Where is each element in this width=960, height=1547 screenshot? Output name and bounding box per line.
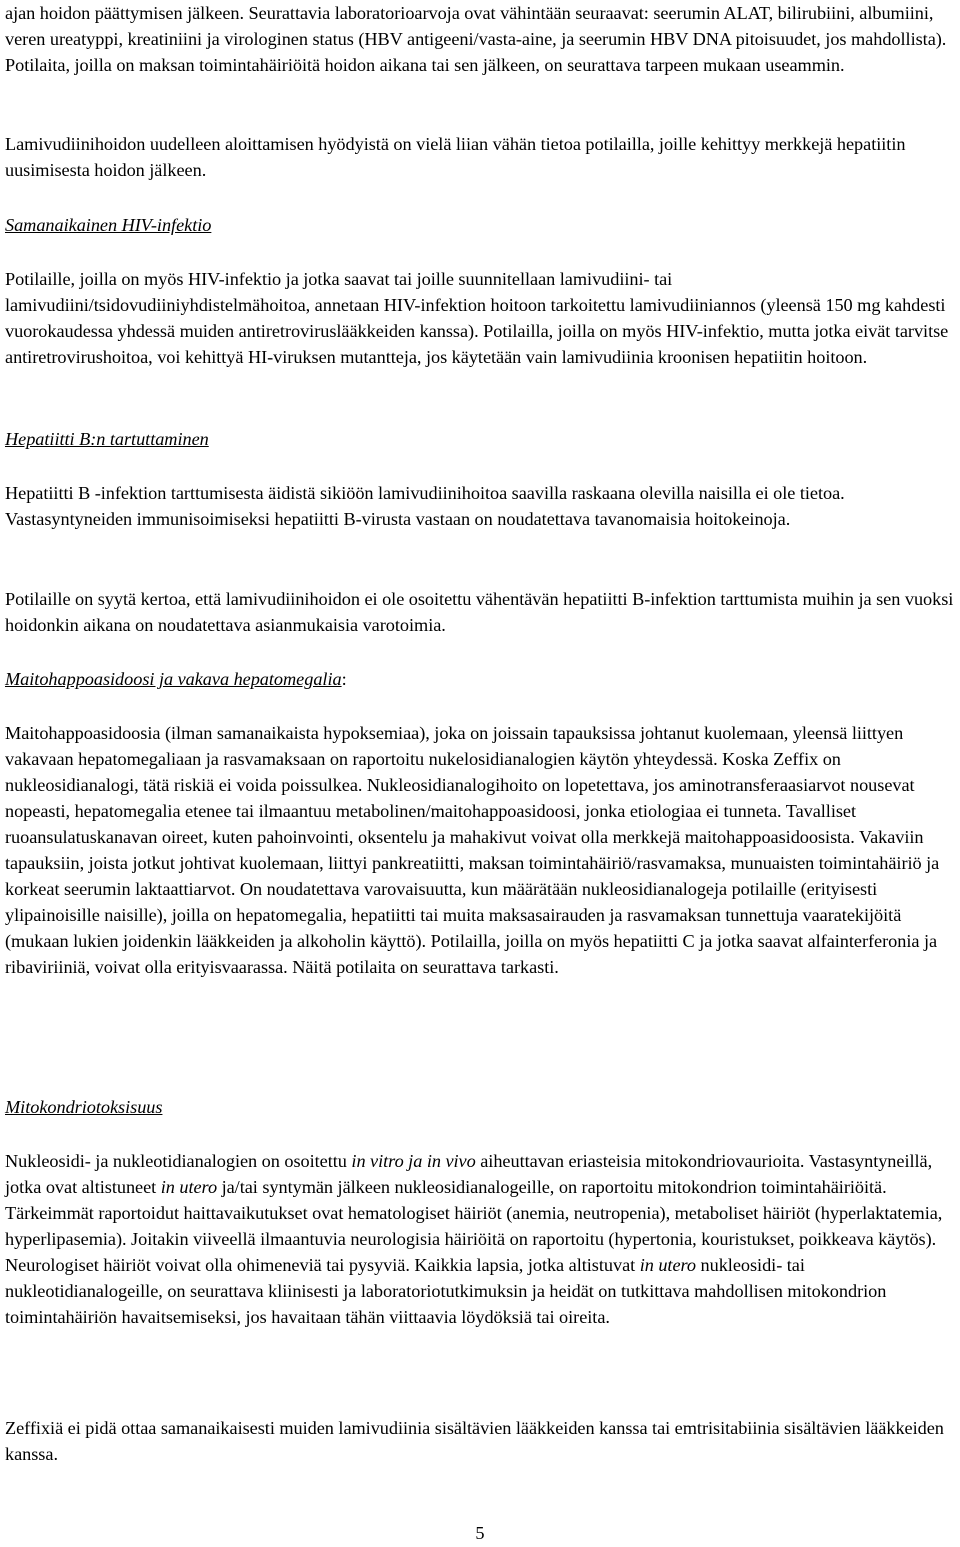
paragraph-lab-monitoring: ajan hoidon päättymisen jälkeen. Seurattavia laboratorioarvoja ovat vähintään seuraavat: seerumin ALAT, bilirubiini, albumiini, veren ureatyppi, kreatiniini ja virologinen status (HBV antigeeni/vasta-aine, ja seerumin HBV DNA pitoisuudet, jos mahdollista). Potilaita, joilla on maksan toimintahäiriöitä hoidon aikana tai sen jälkeen, on seurattava tarpeen mukaan useammin. — [5, 3, 947, 75]
heading-hbv-transmission: Hepatiitti B:n tartuttaminen — [5, 429, 209, 449]
mito-text-a: Nukleosidi- ja nukleotidianalogien on osoitettu — [5, 1151, 352, 1171]
paragraph-hiv-coinfection: Potilaille, joilla on myös HIV-infektio ja jotka saavat tai joille suunnitellaan lamivudiini- tai lamivudiini/tsidovudiiniyhdistelmähoitoa, annetaan HIV-infektion hoitoon tarkoitettu lamivudiiniannos (yleensä 150 mg kahdesti vuorokaudessa yhdessä muiden antiretroviruslääkkeiden kanssa). Potilailla, joilla on myös HIV-infektio, mutta jotka eivät tarvitse antiretrovirushoitoa, voi kehittyä HI-viruksen mutantteja, jos käytetään vain lamivudiinia kroonisen hepatiitin hoitoon. — [5, 269, 949, 367]
mito-text-b-italic: in utero — [160, 1177, 218, 1197]
mito-text-d: nukleosidi- tai nukleotidianalogeille, on seurattava kliinisesti ja laboratoriotutkimuksin ja heidät on tutkittava mahdollisen mitokondrion toimintahäiriön havaitsemiseksi, jos havaitaan tähän viittaavia löydöksiä tai oireita. — [5, 1255, 887, 1327]
mito-text-c-italic: in utero — [639, 1255, 696, 1275]
paragraph-hbv-transmission-precautions: Potilaille on syytä kertoa, että lamivudiinihoidon ei ole osoitettu vähentävän hepatiitti B-infektion tarttumista muihin ja sen vuoksi hoidonkin aikana on noudatettava asianmukaisia varotoimia. — [5, 589, 954, 635]
mito-text-c: ja/tai syntymän jälkeen nukleosidianalogeille, on raportoitu mitokondrion toimintahäiriöitä. Tärkeimmät raportoidut haittavaikutukset ovat hematologiset häiriöt (anemia, neutropenia), metaboliset häiriöt (hyperlaktatemia, hyperlipasemia). Joitakin viiveellä ilmaantuvia neurologisia häiriöitä on raportoitu (hypertonia, kouristukset, poikkeava käytös). Neurologiset häiriöt voivat olla ohimeneviä tai pysyviä. Kaikkia lapsia, jotka altistuvat — [5, 1177, 943, 1275]
heading-lactic-acidosis — [5, 666, 347, 692]
paragraph-hbv-transmission-pregnancy: Hepatiitti B -infektion tarttumisesta äidistä sikiöön lamivudiinihoitoa saavilla raskaana olevilla naisilla ei ole tietoa. Vastasyntyneiden immunisoimiseksi hepatiitti B-virusta vastaan on noudatettava tavanomaisia hoitokeinoja. — [5, 483, 845, 529]
paragraph-mitochondrial-toxicity — [5, 1148, 957, 1330]
mito-text-a-italic: in vitro ja in vivo — [351, 1151, 476, 1171]
mito-text-b: aiheuttavan eriasteisia mitokondriovaurioita. Vastasyntyneillä, jotka ovat altistuneet — [5, 1151, 933, 1197]
heading-hiv-coinfection: Samanaikainen HIV-infektio — [5, 215, 212, 235]
heading-lactic-acidosis-colon: : — [341, 669, 347, 689]
paragraph-lamivudine-restart: Lamivudiinihoidon uudelleen aloittamisen hyödyistä on vielä liian vähän tietoa potilailla, joille kehittyy merkkejä hepatiitin uusimisesta hoidon jälkeen. — [5, 134, 906, 180]
paragraph-lactic-acidosis: Maitohappoasidoosia (ilman samanaikaista hypoksemiaa), joka on joissain tapauksissa johtanut kuolemaan, yleensä liittyen vakavaan hepatomegaliaan ja rasvamaksaan on raportoitu nukelosidianalogien käytön yhteydessä. Koska Zeffix on nukleosidianalogi, tätä riskiä ei voida poissulkea. Nukleosidianalogihoito on lopetettava, jos aminotransferaasiarvot nousevat nopeasti, hepatomegalia etenee tai ilmaantuu metabolinen/maitohappoasidoosi, jonka etiologiaa ei tunneta. Tavalliset ruoansulatuskanavan oireet, kuten pahoinvointi, oksentelu ja mahakivut voivat olla merkkejä maitohappoasidoosista. Vakaviin tapauksiin, joista jotkut johtivat kuolemaan, liittyi pankreatiitti, maksan toimintahäiriö/rasvamaksa, munuaisten toimintahäiriö ja korkeat seerumin laktaattiarvot. On noudatettava varovaisuutta, kun määrätään nukleosidianalogeja potilaille (erityisesti ylipainoisille naisille), joilla on hepatomegalia, hepatiitti tai muita maksasairauden ja rasvamaksan tunnettuja vaaratekijöitä (mukaan lukien joidenkin lääkkeiden ja alkoholin käyttö). Potilailla, joilla on myös hepatiitti C ja jotka saavat alfainterferonia ja ribaviriiniä, voivat olla erityisvaarassa. Näitä potilaita on seurattava tarkasti. — [5, 723, 940, 977]
heading-mitochondrial-toxicity: Mitokondriotoksisuus — [5, 1097, 163, 1117]
heading-lactic-acidosis-text: Maitohappoasidoosi ja vakava hepatomegalia — [5, 669, 342, 689]
paragraph-zeffix-combination: Zeffixiä ei pidä ottaa samanaikaisesti muiden lamivudiinia sisältävien lääkkeiden kanssa tai emtrisitabiinia sisältävien lääkkeiden kanssa. — [5, 1418, 944, 1464]
page-number: 5 — [475, 1523, 485, 1543]
